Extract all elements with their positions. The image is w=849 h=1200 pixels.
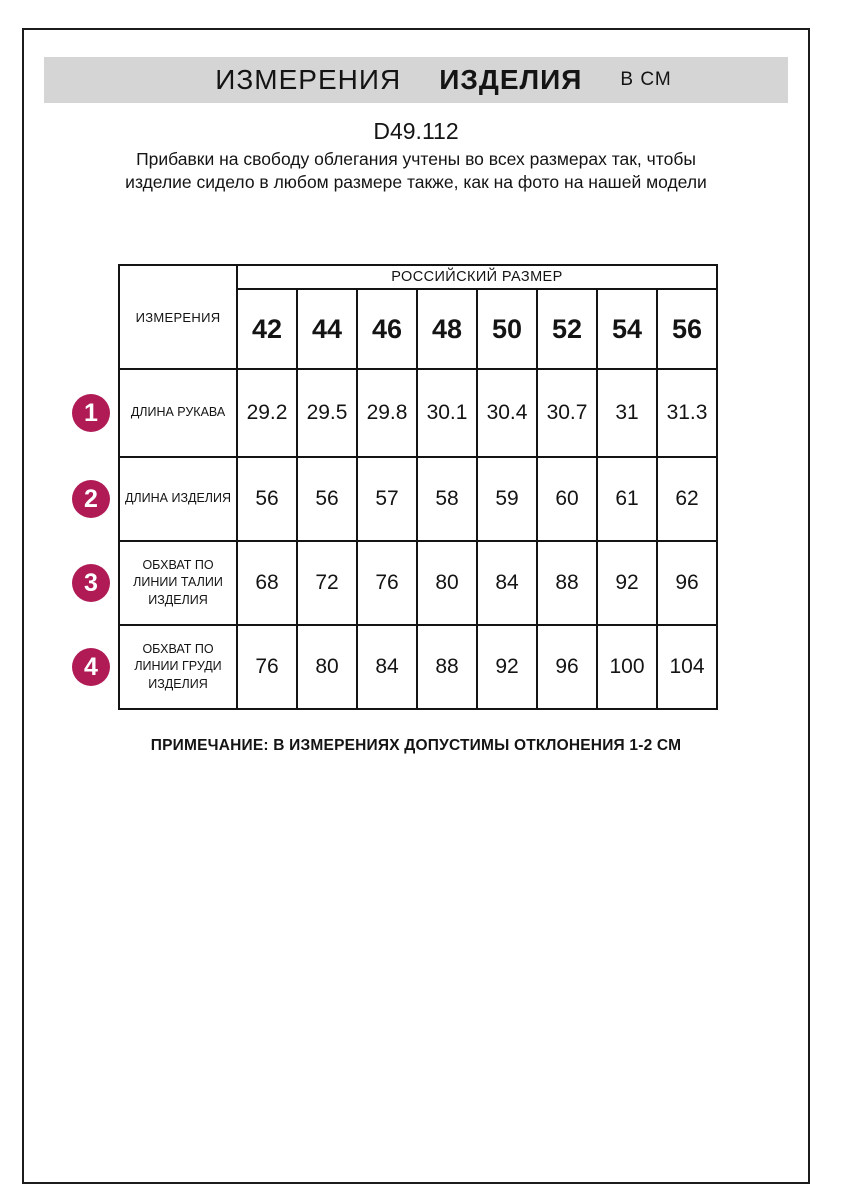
value-cell: 96 [657, 541, 717, 625]
size-header-cell: 42 [237, 289, 297, 369]
value-cell: 104 [657, 625, 717, 709]
value-cell: 76 [357, 541, 417, 625]
table-group-header-row [119, 265, 717, 289]
size-header-cell: 48 [417, 289, 477, 369]
value-cell: 29.8 [357, 369, 417, 457]
value-cell: 84 [357, 625, 417, 709]
size-table [84, 264, 718, 710]
row-label: ОБХВАТ ПО ЛИНИИ ГРУДИ ИЗДЕЛИЯ [134, 641, 222, 691]
size-header-cell: 56 [657, 289, 717, 369]
value-cell: 30.1 [417, 369, 477, 457]
value-cell: 29.5 [297, 369, 357, 457]
size-header-cell: 54 [597, 289, 657, 369]
value-cell: 30.7 [537, 369, 597, 457]
document-page [22, 28, 810, 1184]
value-cell: 100 [597, 625, 657, 709]
table-row [119, 625, 717, 709]
row-label-cell [84, 457, 237, 541]
value-cell: 58 [417, 457, 477, 541]
row-badge: 1 [72, 394, 110, 432]
row-label: ДЛИНА РУКАВА [130, 405, 226, 420]
value-cell: 80 [297, 625, 357, 709]
corner-header-cell: ИЗМЕРЕНИЯ [119, 265, 237, 369]
value-cell: 76 [237, 625, 297, 709]
value-cell: 57 [357, 457, 417, 541]
table-row [119, 369, 717, 457]
value-cell: 84 [477, 541, 537, 625]
value-cell: 96 [537, 625, 597, 709]
fit-description: Прибавки на свободу облегания учтены во всех размерах так, чтобы изделие сидело в любом размере также, как на фото на нашей модели [125, 149, 707, 193]
row-label-cell [84, 369, 237, 457]
row-label-cell [84, 625, 237, 709]
value-cell: 92 [597, 541, 657, 625]
value-cell: 68 [237, 541, 297, 625]
title-bar [44, 57, 788, 103]
size-header-cell: 44 [297, 289, 357, 369]
size-header-cell: 52 [537, 289, 597, 369]
size-header-cell: 46 [357, 289, 417, 369]
value-cell: 88 [537, 541, 597, 625]
value-cell: 62 [657, 457, 717, 541]
group-header-cell: РОССИЙСКИЙ РАЗМЕР [237, 265, 717, 289]
value-cell: 56 [297, 457, 357, 541]
row-label: ОБХВАТ ПО ЛИНИИ ТАЛИИ ИЗДЕЛИЯ [133, 557, 223, 607]
value-cell: 80 [417, 541, 477, 625]
value-cell: 59 [477, 457, 537, 541]
value-cell: 31 [597, 369, 657, 457]
table-row [119, 457, 717, 541]
row-label-cell [84, 541, 237, 625]
model-code: D49.112 [373, 118, 459, 144]
value-cell: 61 [597, 457, 657, 541]
row-label: ДЛИНА ИЗДЕЛИЯ [124, 491, 232, 506]
title-units: В СМ [620, 69, 672, 90]
row-badge: 2 [72, 480, 110, 518]
tolerance-note: ПРИМЕЧАНИЕ: В ИЗМЕРЕНИЯХ ДОПУСТИМЫ ОТКЛОНЕНИЯ 1-2 СМ [150, 737, 682, 755]
value-cell: 31.3 [657, 369, 717, 457]
value-cell: 29.2 [237, 369, 297, 457]
table-row [119, 541, 717, 625]
value-cell: 60 [537, 457, 597, 541]
value-cell: 56 [237, 457, 297, 541]
row-badge: 4 [72, 648, 110, 686]
title-measurements: ИЗМЕРЕНИЯ [215, 64, 402, 95]
value-cell: 88 [417, 625, 477, 709]
size-header-cell: 50 [477, 289, 537, 369]
title-product: ИЗДЕЛИЯ [439, 64, 583, 95]
row-badge: 3 [72, 564, 110, 602]
value-cell: 92 [477, 625, 537, 709]
value-cell: 72 [297, 541, 357, 625]
value-cell: 30.4 [477, 369, 537, 457]
